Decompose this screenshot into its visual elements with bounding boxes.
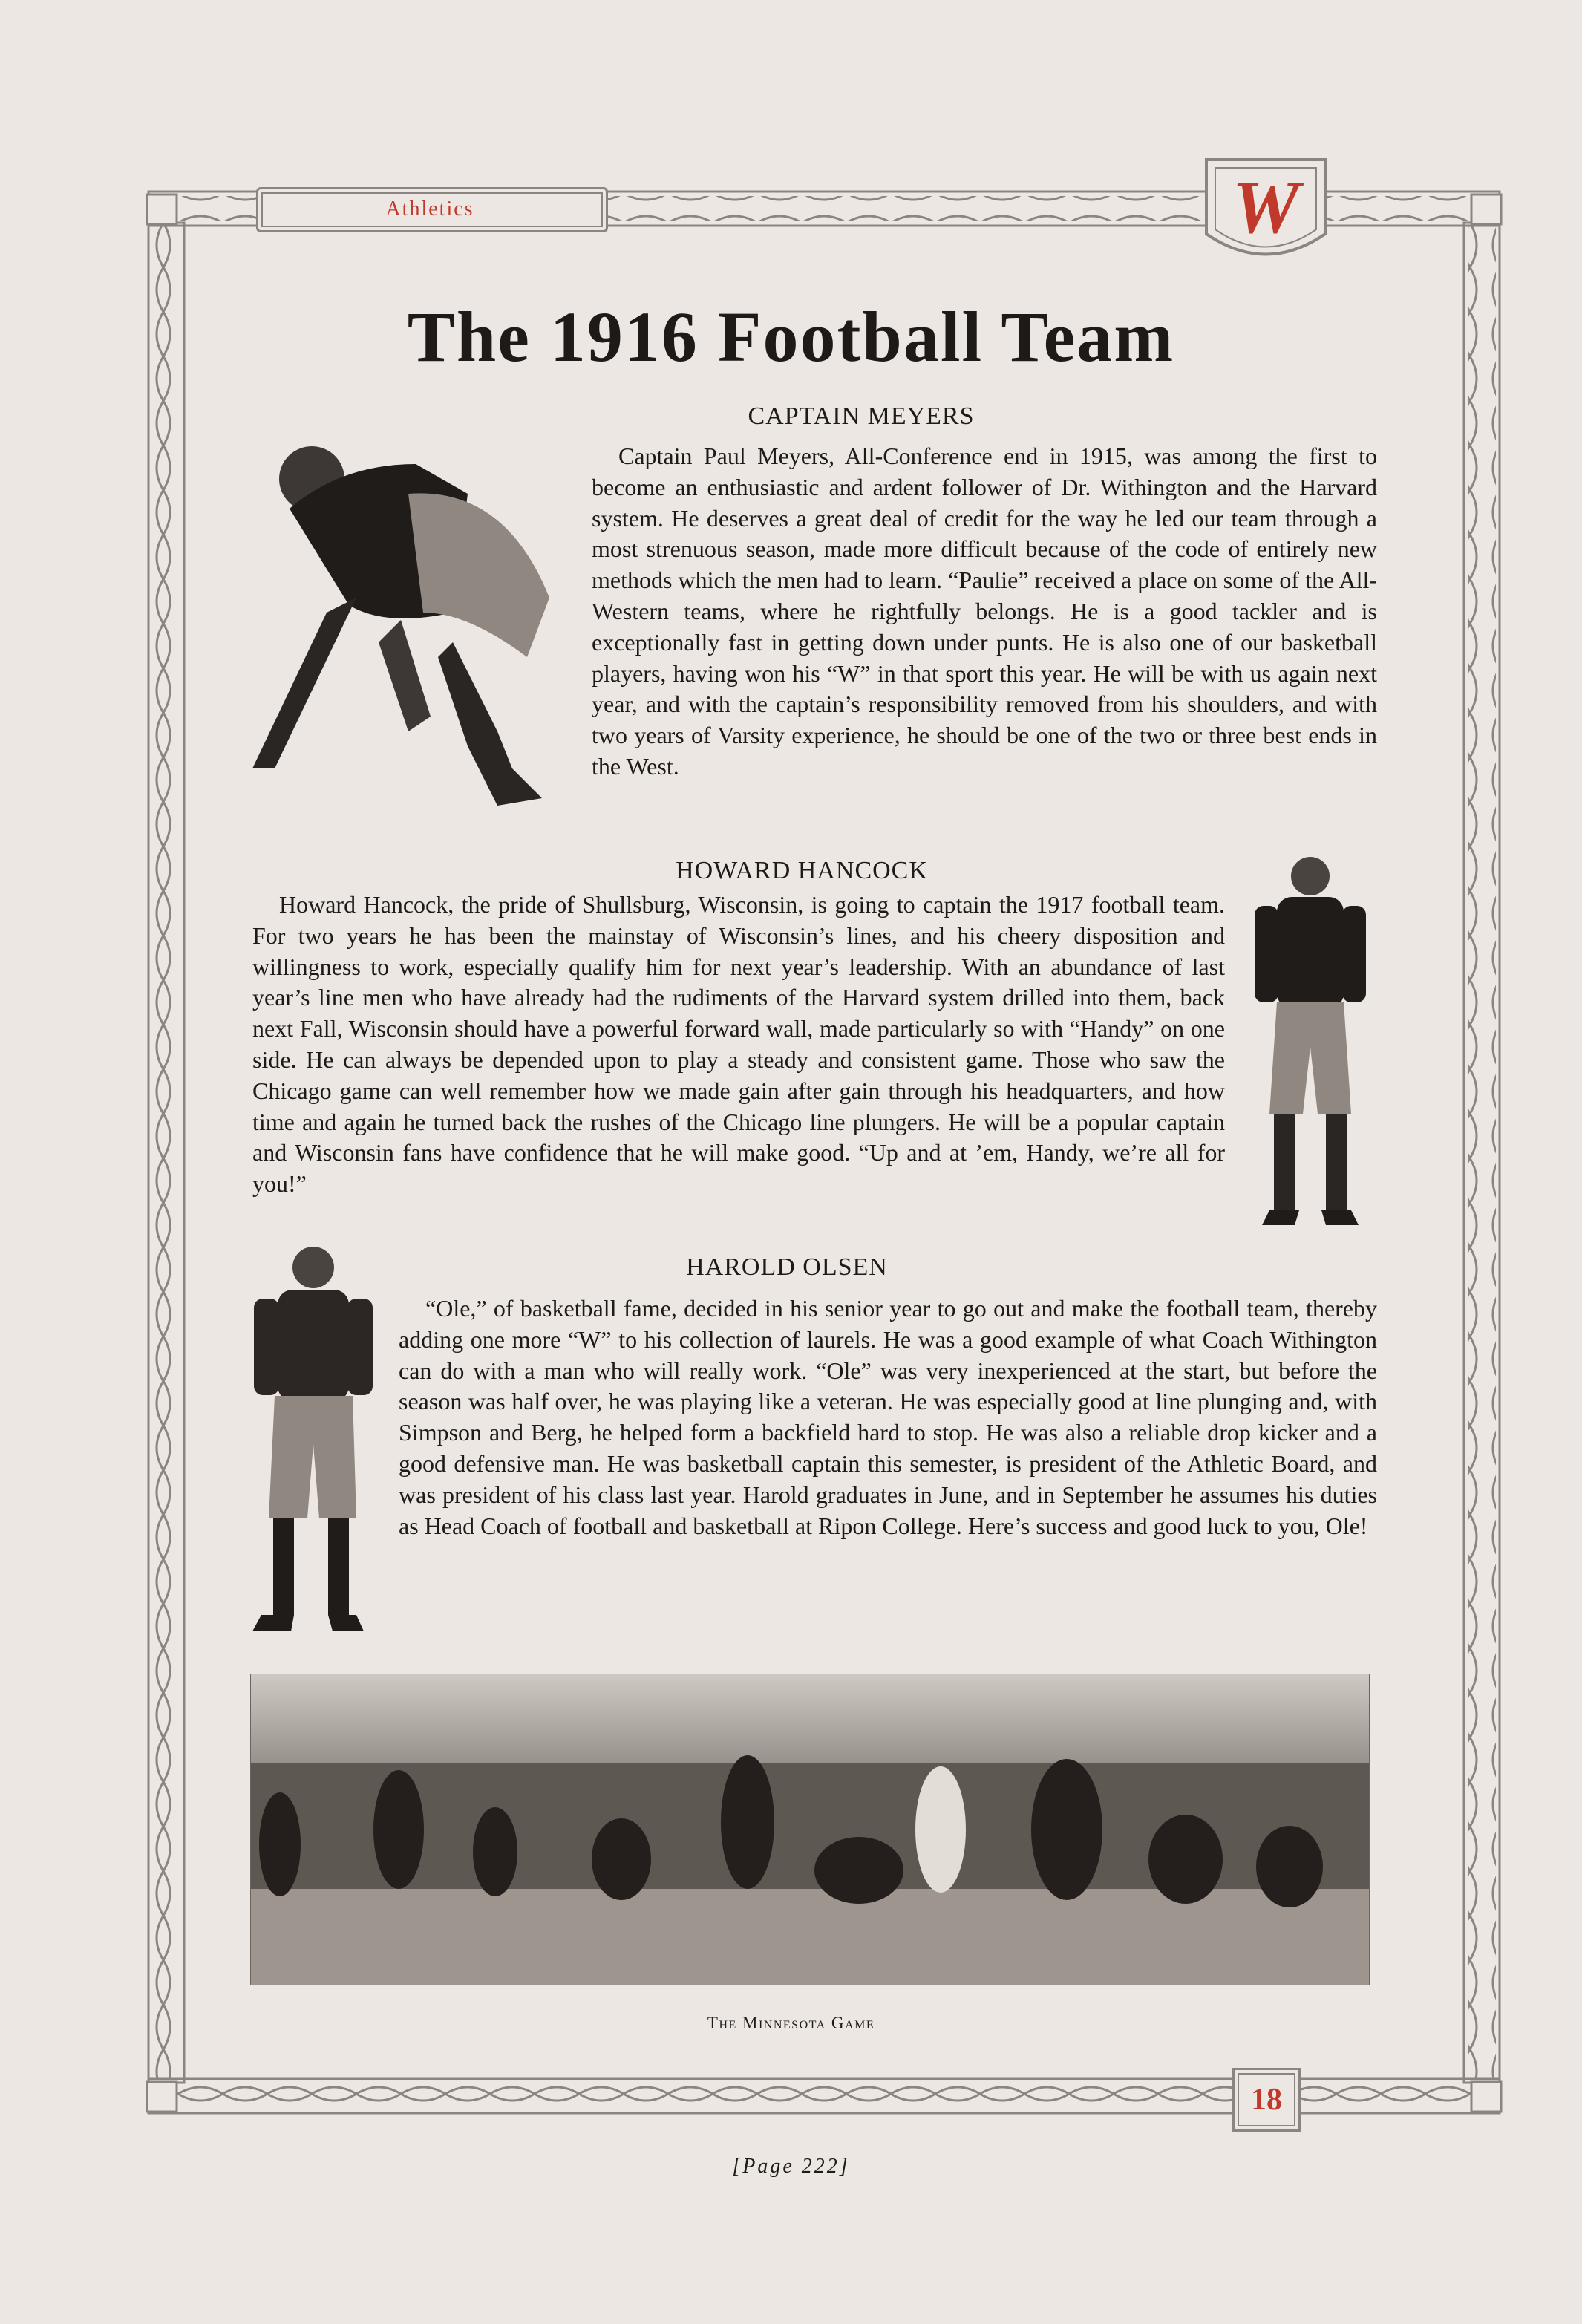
- photo-caption: The Minnesota Game: [707, 2014, 875, 2032]
- photo-harold-olsen: [245, 1244, 379, 1641]
- heading-howard-hancock: HOWARD HANCOCK: [676, 857, 928, 884]
- section-label: Athletics: [385, 198, 474, 221]
- heading-captain-meyers: CAPTAIN MEYERS: [748, 402, 975, 430]
- page-title: The 1916 Football Team: [407, 297, 1175, 376]
- photo-howard-hancock: [1247, 854, 1373, 1233]
- heading-harold-olsen: HAROLD OLSEN: [686, 1253, 888, 1281]
- paragraph-harold-olsen: “Ole,” of basketball fame, decided in his senior year to go out and make the football team, thereby adding one more “W” to his collection of laurels. He was a good example of what Coach Withington can do with a man who will really work. “Ole” was very inexperienced at the start, but before the season was half over, he was playing like a veteran. He was especially good at line plunging and, with Simpson and Berg, he helped form a backfield hard to stop. He was also a reliable drop kicker and a good defensive man. He was basketball captain this semester, is president of the Athletic Board, and was president of his class last year. Harold graduates in June, and in September he assumes his duties as Head Coach of football and basketball at Ripon College. Here’s success and good luck to you, Ole!: [399, 1295, 1377, 1539]
- w-monogram-logo: W: [1232, 166, 1300, 249]
- w-monogram-shield: [1203, 152, 1329, 264]
- photo-captain-meyers: [230, 420, 579, 820]
- page-folio: [Page 222]: [732, 2155, 850, 2178]
- page-badge-number: 18: [1251, 2083, 1282, 2117]
- photo-minnesota-game: [250, 1674, 1370, 1985]
- paragraph-captain-meyers: Captain Paul Meyers, All-Conference end in 1915, was among the first to become an enthusiastic and ardent follower of Dr. Withington and the Harvard system. He deserves a great deal of credit for the way he led our team through a most strenuous season, made more difficult because of the code of entirely new methods which the men had to learn. “Paulie” received a place on some of the All-Western teams, where he rightfully belongs. He is a good tackler and is exceptionally fast in getting down under punts. He is also one of our basketball players, having won his “W” in that sport this year. He will be with us again next year, and with the captain’s responsibility removed from his shoulders, and with two years of Varsity experience, he should be one of the two or three best ends in the West.: [592, 443, 1377, 780]
- paragraph-howard-hancock: Howard Hancock, the pride of Shullsburg, Wisconsin, is going to captain the 1917 football team. For two years he has been the mainstay of Wisconsin’s lines, and his cheery disposition and willingness to work, especially qualify him for next year’s leadership. With an abundance of last year’s line men who have already had the rudiments of the Harvard system drilled into them, back next Fall, Wisconsin should have a powerful forward wall, made particularly so with “Handy” on one side. He can always be depended upon to play a steady and consistent game. Those who saw the Chicago game can well remember how we made gain after gain through his headquarters, and how time and again he turned back the rushes of the Chicago line plungers. He will be a popular captain and Wisconsin fans have confidence that he will make good. “Up and at ’em, Handy, we’re all for you!”: [252, 891, 1225, 1198]
